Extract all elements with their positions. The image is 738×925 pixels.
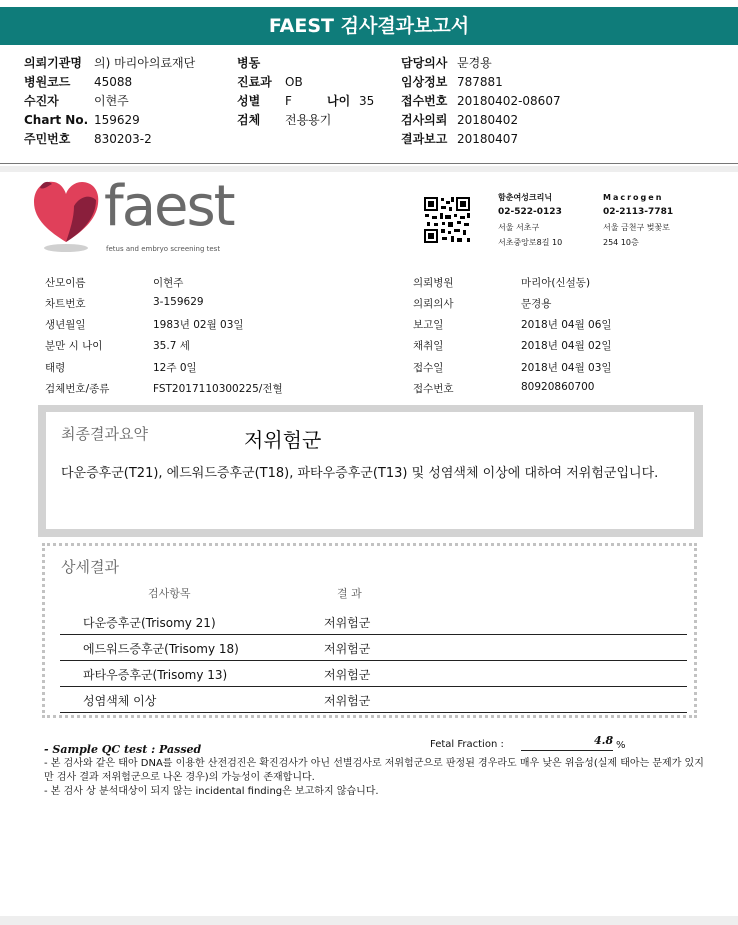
test-item: 에드워드증후군(Trisomy 18) [83, 642, 239, 656]
patient-label: 의뢰병원 [413, 277, 454, 289]
patient-label: 검체번호/종류 [45, 383, 110, 395]
header-value: 의) 마리아의료재단 [94, 56, 196, 70]
fetal-fraction-label: Fetal Fraction : [430, 739, 504, 750]
patient-value: 2018년 04월 03일 [521, 362, 612, 374]
faest-logo-subtitle: fetus and embryo screening test [106, 245, 221, 253]
fetal-fraction-unit: % [616, 740, 626, 751]
table-row [60, 635, 687, 661]
notes [44, 757, 704, 799]
header-value: 787881 [457, 75, 503, 89]
patient-label: 접수번호 [413, 383, 454, 395]
sample-qc-status: - Sample QC test : Passed [44, 743, 202, 756]
table-row [60, 609, 687, 635]
header-label: 수진자 [24, 94, 59, 108]
patient-label: 생년월일 [45, 319, 86, 331]
header-value: 문경용 [457, 56, 492, 70]
patient-label: 보고일 [413, 319, 444, 331]
test-item: 파타우증후군(Trisomy 13) [83, 668, 228, 682]
table-row [60, 661, 687, 687]
header-label: 접수번호 [401, 94, 448, 108]
header-value: 이현주 [94, 94, 129, 108]
age-value: 35 [359, 94, 375, 108]
header-label: 병원코드 [24, 75, 71, 89]
header-value: 20180402 [457, 113, 519, 127]
test-item: 다운증후군(Trisomy 21) [83, 616, 216, 630]
header-label: Chart No. [24, 113, 89, 127]
header-label: 검사의뢰 [401, 113, 448, 127]
bottom-band [0, 916, 738, 925]
contact-phone: 02-522-0123 [498, 207, 562, 217]
age-label: 나이 [327, 94, 351, 108]
patient-value: 2018년 04월 02일 [521, 340, 612, 352]
header-label: 진료과 [237, 75, 272, 89]
contact-macrogen [603, 190, 673, 250]
contact-address: 서울 서초구 [498, 223, 540, 232]
patient-value: 3-159629 [153, 296, 204, 308]
test-result: 저위험군 [324, 616, 371, 630]
patient-value: 80920860700 [521, 381, 595, 393]
patient-label: 의뢰의사 [413, 298, 454, 310]
contact-phone: 02-2113-7781 [603, 207, 674, 217]
fetal-fraction-underline [521, 750, 613, 751]
header-label: 결과보고 [401, 132, 448, 146]
header-label: 검체 [237, 113, 261, 127]
patient-label: 태령 [45, 362, 66, 374]
top-band [0, 166, 738, 172]
patient-label: 접수일 [413, 362, 444, 374]
patient-label: 산모이름 [45, 277, 86, 289]
header-value: 830203-2 [94, 132, 152, 146]
patient-value: FST2017110300225/전혈 [153, 383, 283, 395]
summary-text: 다운증후군(T21), 에드워드증후군(T18), 파타우증후군(T13) 및 성염색체 이상에 대하여 저위험군입니다. [61, 466, 659, 481]
header-value: OB [285, 75, 303, 89]
patient-value: 1983년 02월 03일 [153, 319, 244, 331]
test-item: 성염색체 이상 [83, 694, 157, 708]
details-title: 상세결과 [61, 558, 119, 576]
qr-code-icon [423, 196, 471, 244]
header-label: 의뢰기관명 [24, 56, 82, 70]
column-header-result: 결 과 [337, 587, 362, 600]
header-label: 성별 [237, 94, 261, 108]
test-result: 저위험군 [324, 668, 371, 682]
header-label: 임상정보 [401, 75, 448, 89]
test-result: 저위험군 [324, 642, 371, 656]
patient-label: 차트번호 [45, 298, 86, 310]
table-row [60, 687, 687, 713]
contact-address: 서울 금천구 벚꽃로 [603, 223, 670, 232]
contact-address: 254 10층 [603, 238, 639, 247]
note-item: - 본 검사와 같은 태아 DNA를 이용한 산전검진은 확진검사가 아닌 선별검사로 저위험군으로 판정된 경우라도 매우 낮은 위음성(실제 태아는 문제가 있지만 검사 결과 저위험군으로 나온 경우)의 가능성이 존재합니다. [44, 758, 704, 783]
note-item: - 본 검사 상 분석대상이 되지 않는 incidental finding은 보고하지 않습니다. [44, 786, 379, 797]
header-value: 20180407 [457, 132, 519, 146]
header-value: 45088 [94, 75, 133, 89]
test-result: 저위험군 [324, 694, 371, 708]
report-title: FAEST 검사결과보고서 [0, 7, 738, 45]
patient-label: 분만 시 나이 [45, 340, 103, 352]
header-value: 20180402-08607 [457, 94, 561, 108]
summary-result: 저위험군 [244, 428, 322, 452]
patient-value: 문경용 [521, 298, 552, 310]
patient-value: 12주 0일 [153, 362, 197, 374]
patient-label: 채취일 [413, 340, 444, 352]
header-value: F [285, 94, 292, 108]
contact-clinic [498, 190, 562, 250]
contact-name: 함춘여성크리닉 [498, 193, 553, 202]
header-col-2 [237, 54, 374, 130]
fetal-fraction-value: 4.8 [594, 734, 614, 747]
faest-heart-logo-icon [30, 176, 102, 254]
column-header-item: 검사항목 [148, 587, 191, 600]
patient-value: 이현주 [153, 277, 184, 289]
header-col-3 [401, 54, 561, 149]
header-value: 전용용기 [285, 113, 332, 127]
header-value: 159629 [94, 113, 140, 127]
header-divider [0, 163, 738, 164]
patient-value: 마리아(신설동) [521, 277, 591, 289]
contact-address: 서초중앙로8길 10 [498, 238, 563, 247]
summary-title: 최종결과요약 [61, 425, 148, 443]
faest-logo-text: faest [104, 174, 234, 239]
patient-value: 35.7 세 [153, 340, 190, 352]
header-col-1 [24, 54, 195, 149]
header-label: 담당의사 [401, 56, 448, 70]
patient-value: 2018년 04월 06일 [521, 319, 612, 331]
header-label: 주민번호 [24, 132, 71, 146]
contact-name: Macrogen [603, 193, 664, 202]
header-label: 병동 [237, 56, 261, 70]
